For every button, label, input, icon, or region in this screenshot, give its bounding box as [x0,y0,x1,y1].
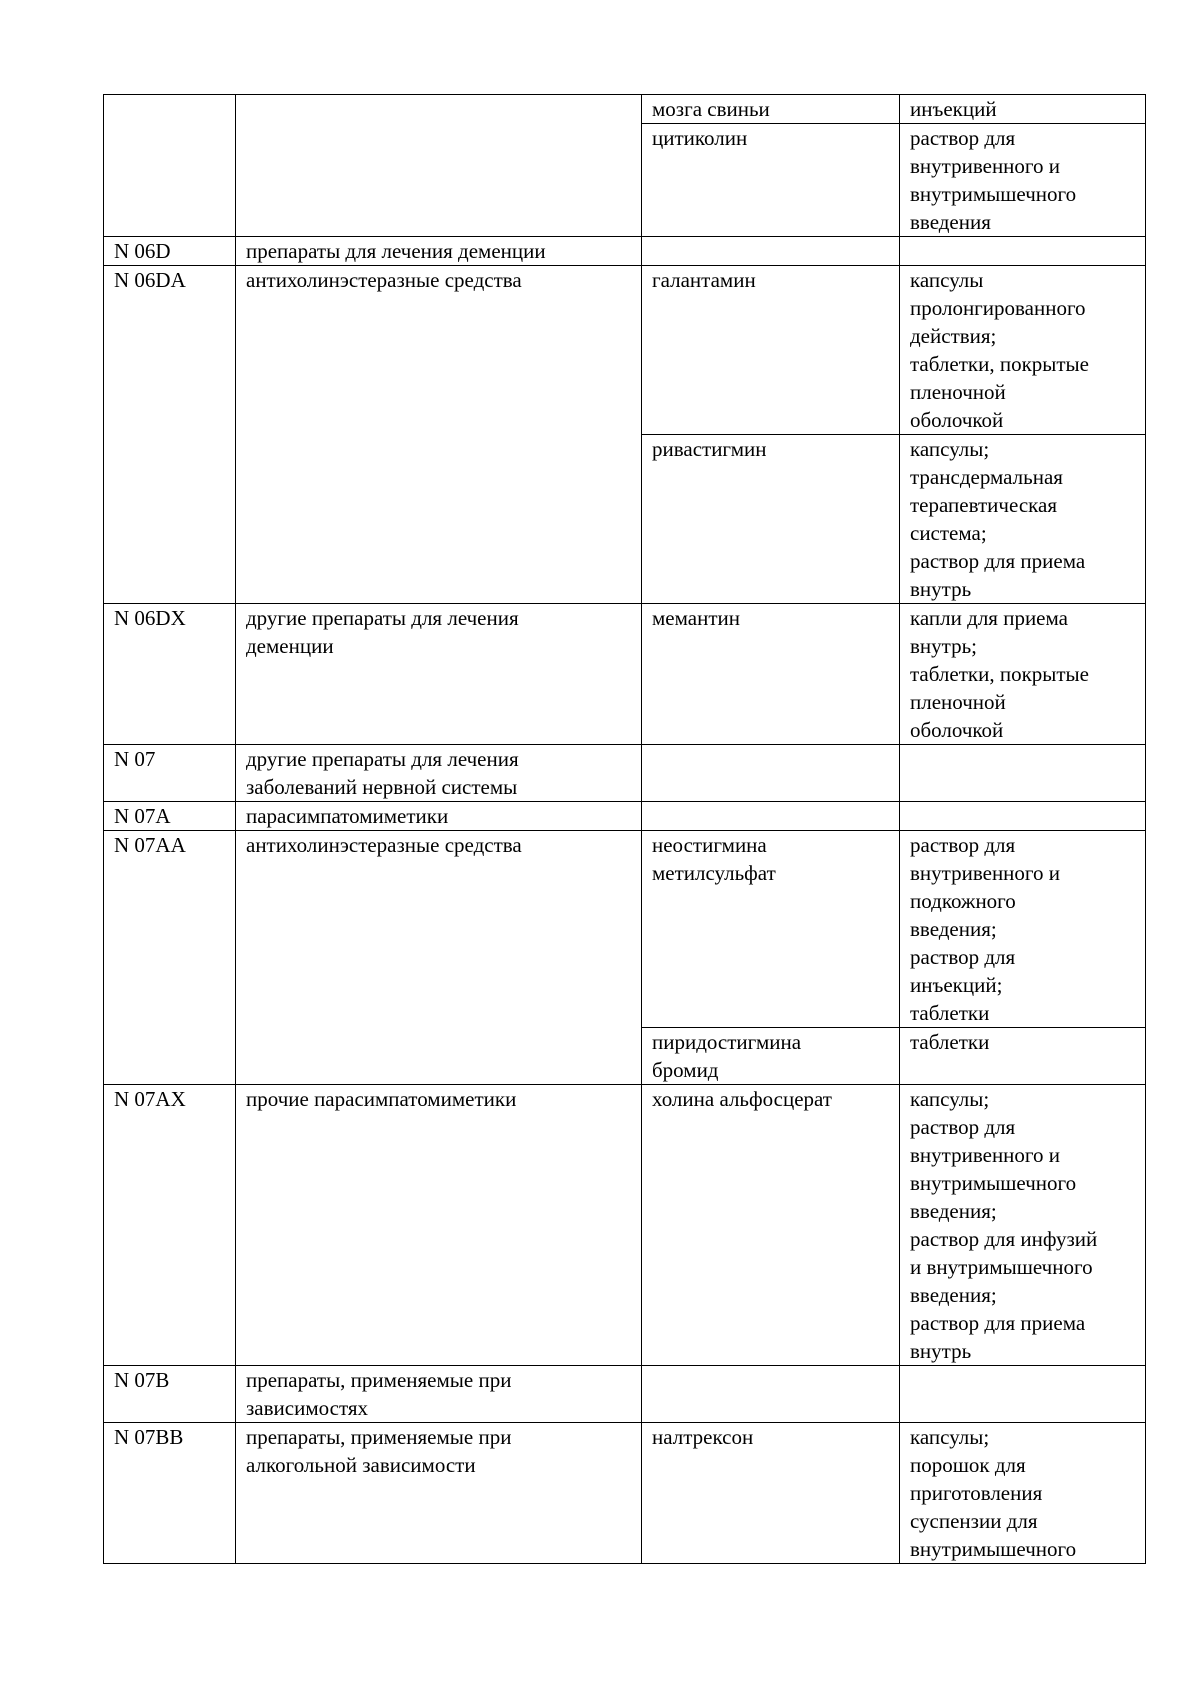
dosage-form-cell [900,802,1146,831]
pharmacological-group-cell: другие препараты для лечения заболеваний нервной системы [236,745,642,802]
atc-code-cell: N 06DX [104,604,236,745]
drug-list-table [103,94,1146,1564]
table-row [104,266,1146,435]
atc-code-cell: N 07AA [104,831,236,1085]
pharmacological-group-cell: прочие парасимпатомиметики [236,1085,642,1366]
pharmacological-group-cell: препараты, применяемые при алкогольной зависимости [236,1423,642,1564]
drug-name-cell: мозга свиньи [642,95,900,124]
dosage-form-cell: таблетки [900,1028,1146,1085]
dosage-form-cell: раствор для внутривенного и подкожного введения; раствор для инъекций; таблетки [900,831,1146,1028]
table-row [104,1366,1146,1423]
dosage-form-cell: инъекций [900,95,1146,124]
atc-code-cell: N 07B [104,1366,236,1423]
pharmacological-group-cell: другие препараты для лечения деменции [236,604,642,745]
table-row [104,1423,1146,1564]
atc-code-cell [104,95,236,237]
table-row [104,745,1146,802]
table-row [104,604,1146,745]
drug-name-cell: цитиколин [642,124,900,237]
table-body [104,95,1146,1564]
drug-name-cell [642,237,900,266]
drug-name-cell: пиридостигмина бромид [642,1028,900,1085]
atc-code-cell: N 07AX [104,1085,236,1366]
table-row [104,237,1146,266]
table-row [104,1085,1146,1366]
dosage-form-cell: капсулы пролонгированного действия; таблетки, покрытые пленочной оболочкой [900,266,1146,435]
drug-name-cell [642,802,900,831]
table-row [104,95,1146,124]
dosage-form-cell: капсулы; раствор для внутривенного и внутримышечного введения; раствор для инфузий и внутримышечного введения; раствор для приема внутрь [900,1085,1146,1366]
pharmacological-group-cell: препараты для лечения деменции [236,237,642,266]
pharmacological-group-cell: парасимпатомиметики [236,802,642,831]
drug-name-cell: холина альфосцерат [642,1085,900,1366]
table-row [104,831,1146,1028]
drug-name-cell: ривастигмин [642,435,900,604]
drug-name-cell [642,745,900,802]
pharmacological-group-cell: препараты, применяемые при зависимостях [236,1366,642,1423]
dosage-form-cell: капли для приема внутрь; таблетки, покрытые пленочной оболочкой [900,604,1146,745]
pharmacological-group-cell: антихолинэстеразные средства [236,831,642,1085]
dosage-form-cell [900,237,1146,266]
drug-name-cell: мемантин [642,604,900,745]
dosage-form-cell [900,745,1146,802]
atc-code-cell: N 07 [104,745,236,802]
drug-name-cell: неостигмина метилсульфат [642,831,900,1028]
dosage-form-cell: раствор для внутривенного и внутримышечного введения [900,124,1146,237]
atc-code-cell: N 06D [104,237,236,266]
drug-name-cell [642,1366,900,1423]
drug-name-cell: налтрексон [642,1423,900,1564]
pharmacological-group-cell [236,95,642,237]
atc-code-cell: N 07A [104,802,236,831]
atc-code-cell: N 07BB [104,1423,236,1564]
dosage-form-cell [900,1366,1146,1423]
pharmacological-group-cell: антихолинэстеразные средства [236,266,642,604]
drug-name-cell: галантамин [642,266,900,435]
dosage-form-cell: капсулы; трансдермальная терапевтическая система; раствор для приема внутрь [900,435,1146,604]
table-row [104,802,1146,831]
dosage-form-cell: капсулы; порошок для приготовления суспензии для внутримышечного [900,1423,1146,1564]
atc-code-cell: N 06DA [104,266,236,604]
